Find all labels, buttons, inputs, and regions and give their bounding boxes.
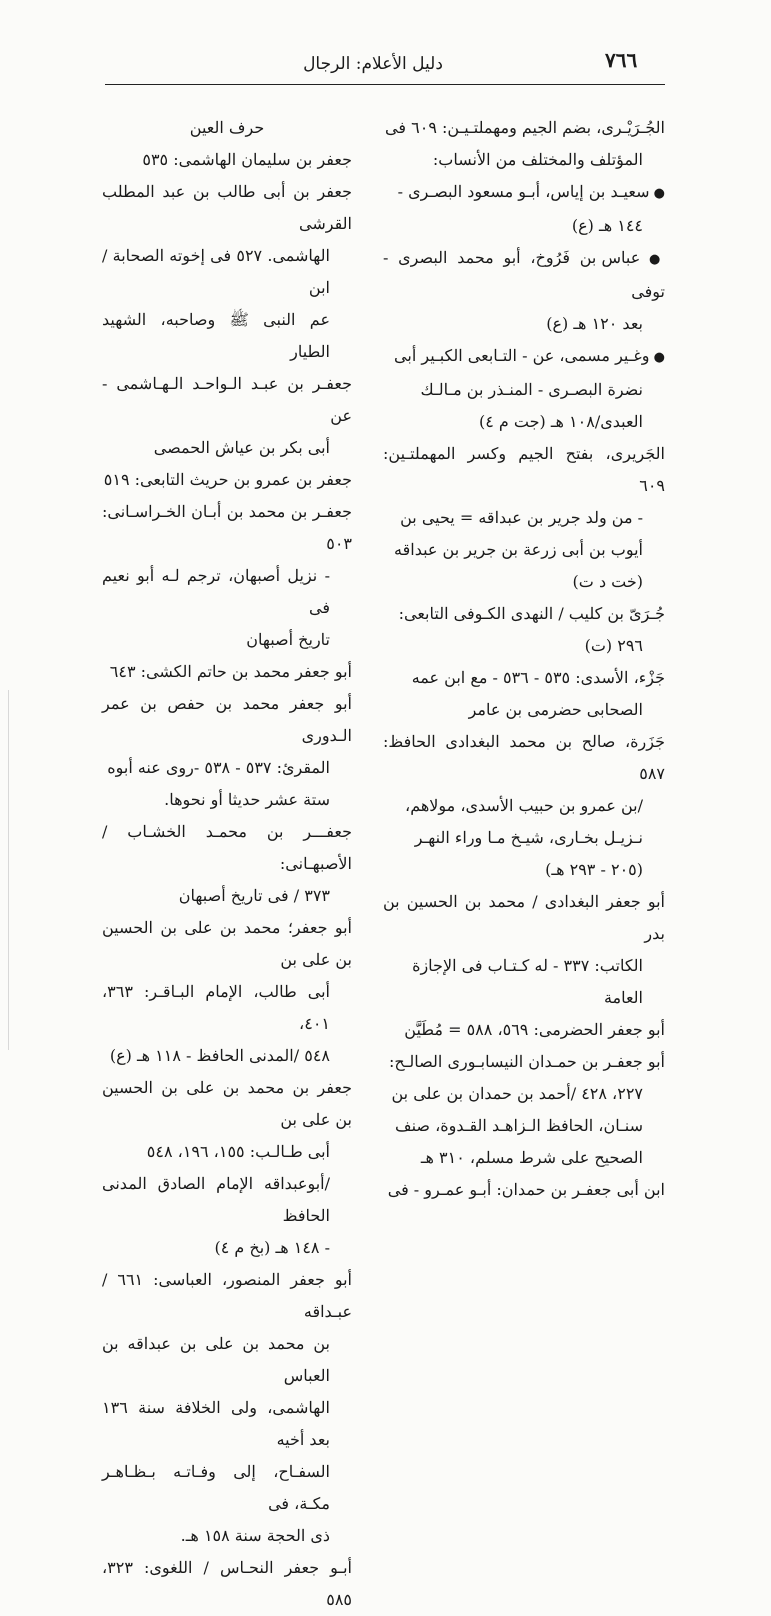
page-edge-line xyxy=(8,690,9,1050)
index-line: المؤتلف والمختلف من الأنساب: xyxy=(432,150,643,169)
index-line: أبو جعفر محمد بن حاتم الكشى: ٦٤٣ xyxy=(109,662,352,681)
page-number: ٧٦٦ xyxy=(605,48,638,72)
index-line: جعفـــر بن محمـد الخشـاب / الأصبهـانى: xyxy=(102,822,352,873)
index-line: بن محمد بن على بن عبداقه بن العباس xyxy=(102,1334,330,1385)
running-title: دليل الأعلام: الرجال xyxy=(303,54,443,74)
index-line: سنـان، الحافظ الـزاهـد القـدوة، صنف xyxy=(395,1116,643,1135)
index-line: ١٤٤ هـ (ع) xyxy=(571,216,643,235)
index-line: /أبوعبداقه الإمام الصادق المدنى الحافظ xyxy=(102,1174,330,1225)
index-line: جعفر بن عمرو بن حريث التابعى: ٥١٩ xyxy=(103,470,352,489)
index-line: جعفـر بن محمد بن أبـان الخـراسـانى: ٥٠٣ xyxy=(102,502,352,553)
index-line: - ١٤٨ هـ (بخ م ٤) xyxy=(214,1238,330,1257)
index-line: ذى الحجة سنة ١٥٨ هـ. xyxy=(180,1526,330,1545)
index-line: نضرة البصـرى - المنـذر بن مـالـك xyxy=(420,380,643,399)
page-header xyxy=(0,0,771,90)
right-column xyxy=(383,112,665,1206)
index-line: العامة xyxy=(603,988,643,1007)
index-line: جُـرَىّ بن كليب / النهدى الكـوفى التابعى: xyxy=(398,604,665,623)
index-line: ● عباس بن فَرُوخ، أبو محمد البصرى - توفى xyxy=(383,242,665,308)
index-line: أيوب بن أبى زرعة بن جرير بن عبداقه xyxy=(394,540,643,559)
index-line: أبى طالب، الإمام البـاقـر: ٣٦٣، ٤٠١، xyxy=(102,982,330,1033)
index-line: (٢٠٥ - ٢٩٣ هـ) xyxy=(545,860,643,879)
index-line: أبو جعفر المنصور، العباسى: ٦٦١ /عبـداقه xyxy=(102,1270,352,1321)
index-line: نـزيـل بخـارى، شيـخ مـا وراء النهـر xyxy=(414,828,643,847)
index-line: جعفر بن محمد بن على بن الحسين بن على بن xyxy=(102,1078,352,1129)
index-line: الكاتب: ٣٣٧ - له كـتـاب فى الإجازة xyxy=(412,956,643,975)
index-line: الصحيح على شرط مسلم، ٣١٠ هـ xyxy=(420,1148,643,1167)
index-line: ابن أبى جعفـر بن حمدان: أبـو عمـرو - فى xyxy=(387,1180,665,1199)
index-line: السفـاح، إلى وفـاتـه بـظـاهـر مكـة، فى xyxy=(102,1462,330,1513)
index-line: عم النبى ﷺ وصاحبه، الشهيد الطيار xyxy=(102,310,330,361)
index-line: الهاشمى. ٥٢٧ فى إخوته الصحابة / ابن xyxy=(102,246,330,297)
header-rule xyxy=(105,84,665,85)
index-line: المقرئ: ٥٣٧ - ٥٣٨ -روى عنه أبوه xyxy=(107,758,330,777)
index-line: أبى طـالـب: ١٥٥، ١٩٦، ٥٤٨ xyxy=(146,1142,330,1161)
index-line: جَزْء، الأسدى: ٥٣٥ - ٥٣٦ - مع ابن عمه xyxy=(411,668,665,687)
index-line: الجَريرى، بفتح الجيم وكسر المهملتـين: ٦٠٩ xyxy=(383,444,665,495)
index-line: أبو جعفر البغدادى / محمد بن الحسين بن بدر xyxy=(383,892,665,943)
index-line: ٢٩٦ (ت) xyxy=(584,636,643,655)
index-line: أبى بكر بن عياش الحمصى xyxy=(153,438,330,457)
index-line: أبو جعفر الحضرمى: ٥٦٩، ٥٨٨ = مُطَيَّن xyxy=(404,1020,665,1039)
index-line: جعفر بن أبى طالب بن عبد المطلب القرشى xyxy=(102,182,352,233)
index-line: أبو جعفر؛ محمد بن على بن الحسين بن على بن xyxy=(102,918,352,969)
index-line: بعد ١٢٠ هـ (ع) xyxy=(546,314,643,333)
index-line: ٢٢٧، ٤٢٨ /أحمد بن حمدان بن على بن xyxy=(391,1084,643,1103)
index-line: ● سعيـد بن إياس، أبـو مسعود البصـرى - xyxy=(383,176,665,210)
index-line: ٥٤٨ /المدنى الحافظ - ١١٨ هـ (ع) xyxy=(109,1046,330,1065)
index-line: (خت د ت) xyxy=(572,572,643,591)
index-line: - من ولد جرير بن عبداقه = يحيى بن xyxy=(400,508,643,527)
index-line: الهاشمى، ولى الخلافة سنة ١٣٦ بعد أخيه xyxy=(102,1398,330,1449)
index-line: أبو جعفر محمد بن حفص بن عمر الـدورى xyxy=(102,694,352,745)
index-line: جَزَرة، صالح بن محمد البغدادى الحافظ: ٥٨٧ xyxy=(383,732,665,783)
index-line: العبدى/١٠٨ هـ (جت م ٤) xyxy=(478,412,643,431)
index-line: ستة عشر حديثا أو نحوها. xyxy=(164,790,330,809)
index-line: - نزيل أصبهان، ترجم لـه أبو نعيم فى xyxy=(102,566,330,617)
index-line: تاريخ أصبهان xyxy=(246,630,330,649)
section-heading: حرف العين xyxy=(189,118,265,137)
index-line: /بن عمرو بن حبيب الأسدى، مولاهم، xyxy=(405,796,643,815)
index-line: الصحابى حضرمى بن عامر xyxy=(468,700,643,719)
index-line: الجُـرَيْـرى، بضم الجيم ومهملتـيـن: ٦٠٩ فى xyxy=(385,118,665,137)
index-line: أبـو جعفر النحـاس / اللغوى: ٣٢٣، ٥٨٥ xyxy=(102,1558,352,1609)
index-line: ● وغـير مسمى، عن - التـابعى الكبـير أبى xyxy=(383,340,665,374)
left-column xyxy=(102,112,352,1616)
index-line: جعفر بن سليمان الهاشمى: ٥٣٥ xyxy=(142,150,352,169)
index-line: ٣٧٣ / فى تاريخ أصبهان xyxy=(178,886,330,905)
index-line: أبو جعفـر بن حمـدان النيسابـورى الصالـح: xyxy=(389,1052,665,1071)
index-line: جعفـر بن عبـد الـواحـد الـهـاشمى - عن xyxy=(102,374,352,425)
